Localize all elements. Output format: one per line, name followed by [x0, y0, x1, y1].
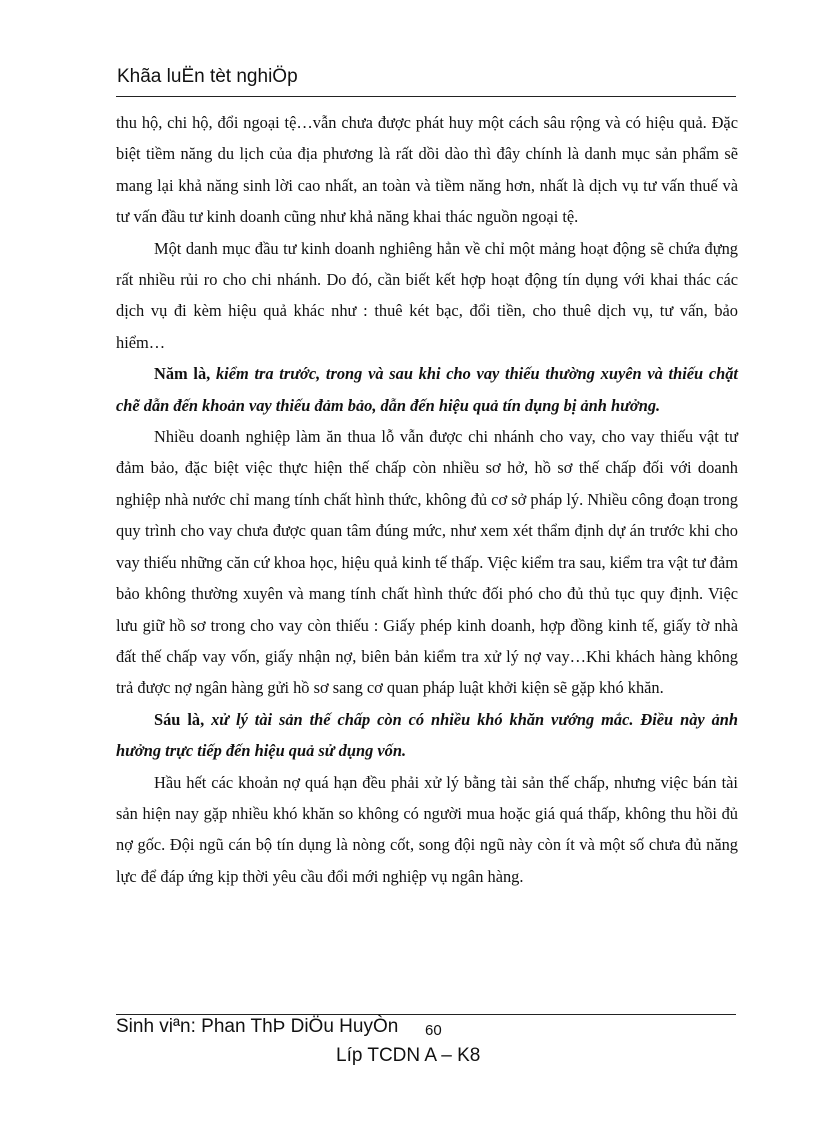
- heading-text: xử lý tài sản thế chấp còn có nhiều khó khăn vướng mắc. Điều này ảnh hưởng trực tiếp đến hiệu quả sử dụng vốn.: [116, 709, 738, 761]
- section-heading-6: [116, 704, 738, 767]
- section-heading-5: [116, 358, 738, 421]
- footer-class-label: Líp TCDN A – K8: [336, 1045, 481, 1066]
- paragraph-3: Nhiều doanh nghiệp làm ăn thua lỗ vẫn được chi nhánh cho vay, cho vay thiếu vật tư đảm bảo, đặc biệt việc thực hiện thế chấp còn nhiều sơ hở, hồ sơ thế chấp đối với doanh nghiệp nhà nước chỉ mang tính chất hình thức, không đủ cơ sở pháp lý. Nhiều công đoạn trong quy trình cho vay chưa được quan tâm đúng mức, như xem xét thẩm định dự án trước khi cho vay thiếu những căn cứ khoa học, hiệu quả kinh tế thấp. Việc kiểm tra sau, kiểm tra vật tư đảm bảo không thường xuyên và mang tính chất hình thức đối phó cho đủ thủ tục quy định. Việc lưu giữ hồ sơ trong cho vay còn thiếu : Giấy phép kinh doanh, hợp đồng kinh tế, giấy tờ nhà đất thế chấp vay vốn, giấy nhận nợ, biên bản kiểm tra xử lý nợ vay…Khi khách hàng không trả được nợ ngân hàng gửi hồ sơ sang cơ quan pháp luật khởi kiện sẽ gặp khó khăn.: [116, 427, 738, 698]
- page-number: 60: [425, 1022, 442, 1039]
- footer-student-name: Sinh viªn: Phan ThÞ DiÖu HuyÒn: [116, 1016, 399, 1037]
- heading-text: kiểm tra trước, trong và sau khi cho vay thiếu thường xuyên và thiếu chặt chẽ dẫn đến khoản vay thiếu đảm bảo, dẫn đến hiệu quả tín dụng bị ảnh hưởng.: [116, 364, 738, 415]
- page-header-title: Khãa luËn tèt nghiÖp: [117, 66, 298, 87]
- paragraph-4: Hầu hết các khoản nợ quá hạn đều phải xử lý bằng tài sản thế chấp, nhưng việc bán tài sản hiện nay gặp nhiều khó khăn so không có người mua hoặc giá quá thấp, không thu hồi đủ nợ gốc. Đội ngũ cán bộ tín dụng là nòng cốt, song đội ngũ này còn ít và một số chưa đủ năng lực để đáp ứng kịp thời yêu cầu đổi mới nghiệp vụ ngân hàng.: [116, 772, 738, 886]
- header-divider: [116, 96, 736, 97]
- heading-lead: Sáu là,: [154, 709, 212, 729]
- heading-lead: Năm là,: [154, 364, 216, 384]
- paragraph-2: Một danh mục đầu tư kinh doanh nghiêng hẳn về chỉ một mảng hoạt động sẽ chứa đựng rất nhiều rủi ro cho chi nhánh. Do đó, cần biết kết hợp hoạt động tín dụng với khai thác các dịch vụ đi kèm hiệu quả khác như : thuê két bạc, đổi tiền, cho thuê dịch vụ, tư vấn, bảo hiểm…: [116, 238, 738, 352]
- document-body: [116, 107, 738, 892]
- footer-divider: [116, 1014, 736, 1015]
- paragraph-1: thu hộ, chi hộ, đổi ngoại tệ…vẫn chưa được phát huy một cách sâu rộng và có hiệu quả. Đặc biệt tiềm năng du lịch của địa phương là rất dồi dào thì đây chính là danh mục sản phẩm sẽ mang lại khả năng sinh lời cao nhất, an toàn và tiềm năng hơn, nhất là dịch vụ tư vấn thuế và tư vấn đầu tư kinh doanh cũng như khả năng khai thác nguồn ngoại tệ.: [116, 113, 738, 227]
